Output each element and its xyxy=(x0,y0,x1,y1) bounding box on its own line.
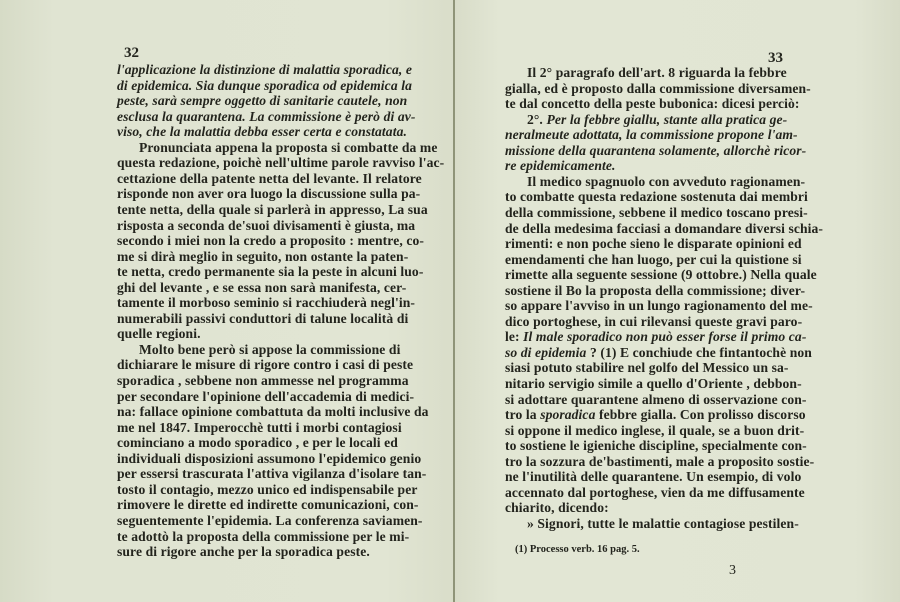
text-line xyxy=(117,124,407,140)
text-line xyxy=(117,140,437,156)
text-line xyxy=(117,264,423,280)
italic-text: missione della quarantena solamente, allorchè ricor- xyxy=(505,142,807,158)
text-segment: nitario servigio simile a quello d'Oriente , debbon- xyxy=(505,376,802,391)
text-segment: tamente il morboso seminio si racchiuderà negl'in- xyxy=(117,295,415,311)
text-line xyxy=(505,81,811,97)
text-segment: seguentemente l'epidemia. La conferenza saviamen- xyxy=(117,512,423,528)
text-segment: dico portoghese, in cui rilevansi queste gravi paro- xyxy=(505,313,803,329)
text-segment: tosto il contagio, mezzo unico ed indispensabile per xyxy=(117,481,418,497)
text-segment: 2°. xyxy=(527,111,547,127)
text-line xyxy=(117,295,415,311)
text-segment: so appare l'avviso in un lungo ragionamento del me- xyxy=(505,298,813,314)
text-line xyxy=(117,233,424,249)
text-line xyxy=(505,329,806,345)
text-line xyxy=(117,451,421,467)
text-line xyxy=(505,360,789,376)
text-segment: de della medesima facciasi a domandare diversi schia- xyxy=(505,220,824,236)
text-line xyxy=(117,171,422,187)
text-line xyxy=(117,155,444,171)
text-segment: Pronunciata appena la proposta si combatte da me xyxy=(139,139,438,155)
italic-text: viso, che la malattia debba esser certa e constatata. xyxy=(117,124,407,140)
text-segment: secondo i miei non la credo a proposito : mentre, co- xyxy=(117,233,424,249)
italic-text: l'applicazione la distinzione di malattia sporadica, e xyxy=(117,62,413,77)
text-line xyxy=(117,357,413,373)
text-line xyxy=(505,407,806,423)
text-line xyxy=(117,466,426,482)
text-segment: na: fallace opinione combattuta da molti inclusive da xyxy=(117,404,429,420)
text-line xyxy=(505,438,807,454)
text-segment: della commissione, sebbene il medico toscano presi- xyxy=(505,204,808,220)
footnote: (1) Processo verb. 16 pag. 5. xyxy=(515,544,640,555)
text-line xyxy=(117,249,408,265)
text-segment: febbre gialla. Con prolisso discorso xyxy=(595,407,806,423)
italic-text: Per la febbre giallu, stante alla pratica ge- xyxy=(546,111,788,127)
text-segment: chiarito, dicendo: xyxy=(505,500,609,516)
text-segment: me si dirà meglio in seguito, non ostante la paten- xyxy=(117,248,409,264)
text-segment: to combatte questa redazione sostenuta dai membri xyxy=(505,189,808,205)
signature-mark: 3 xyxy=(729,563,736,578)
text-line xyxy=(117,435,398,451)
italic-text: di epidemica. Sia dunque sporadica od epidemica la xyxy=(117,77,412,93)
text-line xyxy=(117,513,423,529)
text-line xyxy=(505,314,802,330)
text-line xyxy=(117,482,418,498)
text-segment: ghi del levante , e se essa non sarà manifesta, cer- xyxy=(117,279,407,295)
italic-text: re epidemicamente. xyxy=(505,158,616,174)
text-segment: per secondare l'opinione dell'accademia di medici- xyxy=(117,388,415,404)
text-segment: ne l'inutilità delle quarantene. Un esempio, di volo xyxy=(505,469,802,485)
text-line xyxy=(117,404,429,420)
text-line xyxy=(505,516,799,532)
text-line xyxy=(505,500,609,516)
text-segment: ? (1) E conchiude che fintantochè non xyxy=(586,344,812,360)
text-line xyxy=(505,174,805,190)
text-segment: si adottare quarantene almeno di osservazione con- xyxy=(505,391,807,407)
text-line xyxy=(505,345,812,361)
text-line xyxy=(505,158,616,174)
text-line xyxy=(505,96,800,112)
text-segment: numerabili passivi conduttori di talune località di xyxy=(117,310,409,326)
text-line xyxy=(505,423,804,439)
text-line xyxy=(505,485,805,501)
text-segment: risposta a seconda de'suoi divisamenti è giusta, ma xyxy=(117,217,416,233)
text-segment: Molto bene però si appose la commissione di xyxy=(139,341,401,357)
text-line xyxy=(505,221,823,237)
text-segment: to sostiene le igieniche discipline, specialmente con- xyxy=(505,438,807,454)
text-segment: tro la xyxy=(505,407,541,423)
text-segment: Il medico spagnuolo con avveduto ragionamen- xyxy=(527,173,806,189)
text-segment: risponde non aver ora luogo la discussione sulla pa- xyxy=(117,186,421,202)
text-line xyxy=(117,218,415,234)
italic-text: neralmeute adottata, la commissione propone l'am- xyxy=(505,127,798,143)
text-line xyxy=(117,342,400,358)
text-segment: per essersi trascurata l'attiva vigilanza d'isolare tan- xyxy=(117,466,427,482)
text-segment: gialla, ed è proposto dalla commissione diversamen- xyxy=(505,80,811,96)
italic-text: peste, sarà sempre oggetto di sanitarie cautele, non xyxy=(117,93,408,109)
text-segment: te netta, credo permanente sia la peste in alcuni luo- xyxy=(117,264,424,280)
text-segment: Il 2° paragrafo dell'art. 8 riguarda la febbre xyxy=(527,65,787,80)
text-line xyxy=(505,252,802,268)
text-line xyxy=(117,186,420,202)
text-segment: rimette alla seguente sessione (9 ottobre.) Nella quale xyxy=(505,267,817,283)
text-line xyxy=(117,78,412,94)
text-line xyxy=(117,280,406,296)
text-segment: » Signori, tutte le malattie contagiose pestilen- xyxy=(527,515,799,531)
text-line xyxy=(117,497,419,513)
text-segment: cettazione della patente netta del levante. Il relatore xyxy=(117,170,422,186)
text-line xyxy=(117,62,412,78)
text-line xyxy=(505,267,817,283)
text-segment: te adottò la proposta della commissione per le mi- xyxy=(117,528,410,544)
text-line xyxy=(117,109,416,125)
text-line xyxy=(505,454,814,470)
text-segment: te dal concetto della peste bubonica: dicesi perciò: xyxy=(505,96,800,112)
italic-text: esclusa la quarantena. La commissione è però di av- xyxy=(117,108,416,124)
text-line xyxy=(117,544,370,560)
text-segment: questa redazione, poichè nell'ultime parole ravviso l'ac- xyxy=(117,155,445,171)
text-segment: sure di rigore anche per la sporadica peste. xyxy=(117,544,370,560)
text-segment: tente netta, della quale si parlerà in appresso, La sua xyxy=(117,201,428,217)
text-line xyxy=(505,283,805,299)
text-segment: me nel 1847. Imperocchè tutti i morbi contagiosi xyxy=(117,419,402,435)
text-segment: quelle regioni. xyxy=(117,326,201,342)
text-segment: sporadica , sebbene non ammesse nel programma xyxy=(117,373,409,388)
text-line xyxy=(505,236,802,252)
text-segment: rimenti: e non poche sieno le disparate opinioni ed xyxy=(505,236,802,252)
text-line xyxy=(505,65,787,81)
text-segment: dichiarare le misure di rigore contro i casi di peste xyxy=(117,357,414,373)
text-line xyxy=(505,189,808,205)
text-segment: si oppone il medico inglese, il quale, se a buon drit- xyxy=(505,422,805,438)
text-line xyxy=(505,127,798,143)
text-segment: cominciano a modo sporadico , e per le locali ed xyxy=(117,435,398,451)
text-segment: emendamenti che han luogo, per cui la quistione si xyxy=(505,251,802,267)
text-line xyxy=(505,205,808,221)
text-segment: accennato dal portoghese, vien da me diffusamente xyxy=(505,484,805,500)
text-line xyxy=(505,298,813,314)
text-segment: le: xyxy=(505,329,524,345)
text-line xyxy=(117,311,408,327)
text-line xyxy=(117,326,201,342)
text-line xyxy=(505,469,801,485)
italic-text: Il male sporadico non può esser forse il primo ca- xyxy=(523,329,807,345)
italic-text: sporadica xyxy=(540,407,596,423)
text-segment: tro la sozzura de'bastimenti, male a proposito sostie- xyxy=(505,453,815,469)
text-line xyxy=(505,143,806,159)
text-line xyxy=(117,202,428,218)
text-line xyxy=(117,529,409,545)
text-line xyxy=(505,392,807,408)
text-line xyxy=(117,389,414,405)
text-line xyxy=(505,376,802,392)
text-line xyxy=(117,420,402,436)
text-segment: sostiene il Bo la proposta della commissione; diver- xyxy=(505,282,806,298)
text-segment: siasi potuto stabilire nel golfo del Messico un sa- xyxy=(505,360,789,376)
text-segment: individuali disposizioni assumono l'epidemico genio xyxy=(117,450,422,466)
page-number: 32 xyxy=(124,45,139,61)
text-line xyxy=(117,93,407,109)
italic-text: so di epidemia xyxy=(505,344,587,360)
page-number: 33 xyxy=(768,50,783,66)
text-line xyxy=(505,112,787,128)
text-line xyxy=(117,373,409,389)
text-segment: rimovere le dirette ed indirette comunicazioni, con- xyxy=(117,497,419,513)
